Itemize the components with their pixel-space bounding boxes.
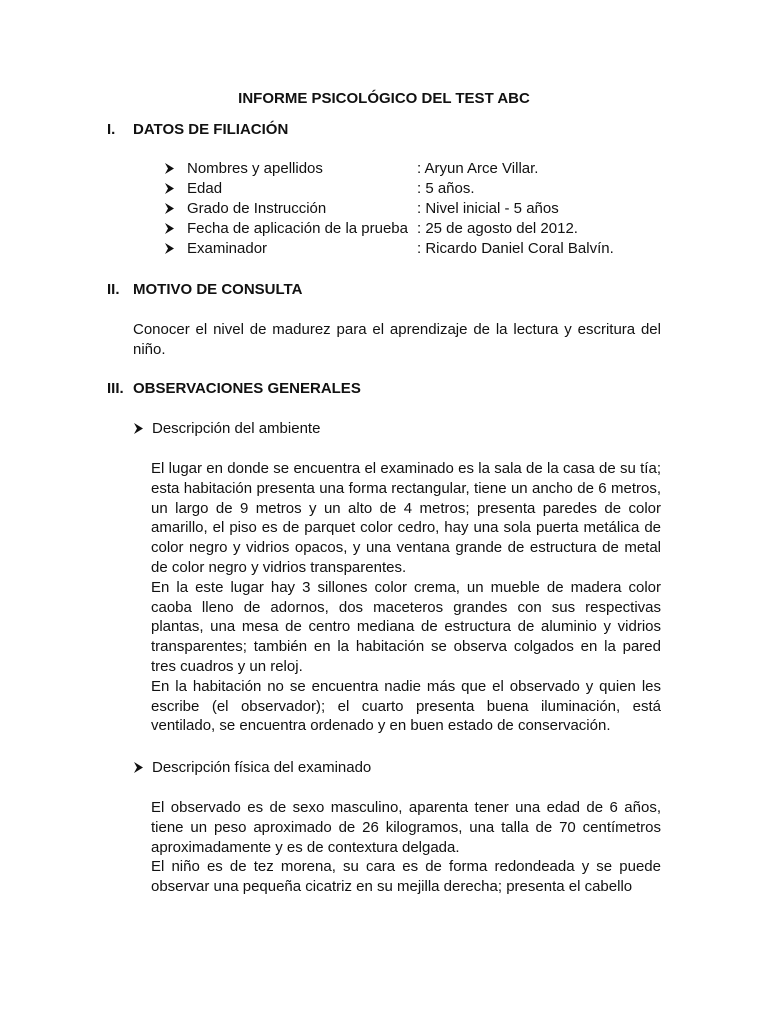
field-label: Nombres y apellidos	[187, 160, 323, 177]
field-value: : Ricardo Daniel Coral Balvín.	[417, 240, 614, 257]
field-value: : 25 de agosto del 2012.	[417, 220, 578, 237]
section-heading-observaciones	[107, 379, 361, 399]
subheading-fisica	[133, 758, 371, 778]
paragraph-text: Conocer el nivel de madurez para el aprendizaje de la lectura y escritura del niño.	[133, 321, 661, 358]
arrowhead-bullet-icon	[164, 199, 175, 219]
document-title: INFORME PSICOLÓGICO DEL TEST ABC	[238, 90, 530, 107]
field-label: Fecha de aplicación de la prueba	[187, 220, 408, 237]
arrowhead-bullet-icon	[133, 419, 152, 439]
subheading-text: Descripción del ambiente	[152, 420, 321, 437]
arrowhead-bullet-icon	[164, 239, 175, 259]
section-number: I.	[107, 121, 116, 138]
motivo-paragraph	[133, 320, 661, 360]
section-title: DATOS DE FILIACIÓN	[133, 121, 289, 138]
arrowhead-bullet-icon	[164, 219, 175, 239]
field-value: : 5 años.	[417, 180, 475, 197]
subheading-ambiente	[133, 419, 320, 439]
ambiente-description	[151, 459, 661, 736]
subheading-text: Descripción física del examinado	[152, 759, 372, 776]
section-title: MOTIVO DE CONSULTA	[133, 281, 303, 298]
arrowhead-bullet-icon	[164, 179, 175, 199]
section-heading-motivo	[107, 280, 302, 300]
section-heading-datos	[107, 120, 288, 140]
section-number: II.	[107, 281, 120, 298]
fisica-description	[151, 798, 661, 897]
arrowhead-bullet-icon	[133, 758, 152, 778]
field-value: : Aryun Arce Villar.	[417, 160, 539, 177]
field-label: Examinador	[187, 240, 268, 257]
section-number: III.	[107, 380, 124, 397]
paragraph-text: El niño es de tez morena, su cara es de forma redondeada y se puede observar una pequeña cicatriz en su mejilla derecha; presenta el cabello	[151, 858, 661, 896]
field-label: Grado de Instrucción	[187, 200, 327, 217]
section-title: OBSERVACIONES GENERALES	[133, 380, 361, 397]
arrowhead-bullet-icon	[164, 159, 175, 179]
paragraph-text: El observado es de sexo masculino, aparenta tener una edad de 6 años, tiene un peso aproximado de 26 kilogramos, una talla de 70 centímetros aproximadamente y es de contextura delgada.	[151, 799, 661, 856]
paragraph-text: En la habitación no se encuentra nadie más que el observado y quien les escribe (el observador); el cuarto presenta buena iluminación, está ventilado, se encuentra ordenado y en buen estado de conservación.	[151, 677, 661, 735]
paragraph-text: El lugar en donde se encuentra el examinado es la sala de la casa de su tía; esta habitación presenta una forma rectangular, tiene un ancho de 6 metros, un largo de 9 metros y un alto de 4 metros; presenta paredes de color amarillo, el piso es de parquet color cedro, hay una sola puerta metálica de color negro y vidrios opacos, y una ventana grande de estructura de metal de color negro y vidrios transparentes.	[151, 460, 661, 576]
field-value: : Nivel inicial - 5 años	[417, 200, 559, 217]
paragraph-text: En la este lugar hay 3 sillones color crema, un mueble de madera color caoba lleno de adornos, dos maceteros grandes con sus respectivas plantas, una mesa de centro mediana de estructura de aluminio y vidrios transparentes; también en la habitación se observa colgados en la pared tres cuadros y un reloj.	[151, 578, 661, 675]
field-label: Edad	[187, 180, 223, 197]
